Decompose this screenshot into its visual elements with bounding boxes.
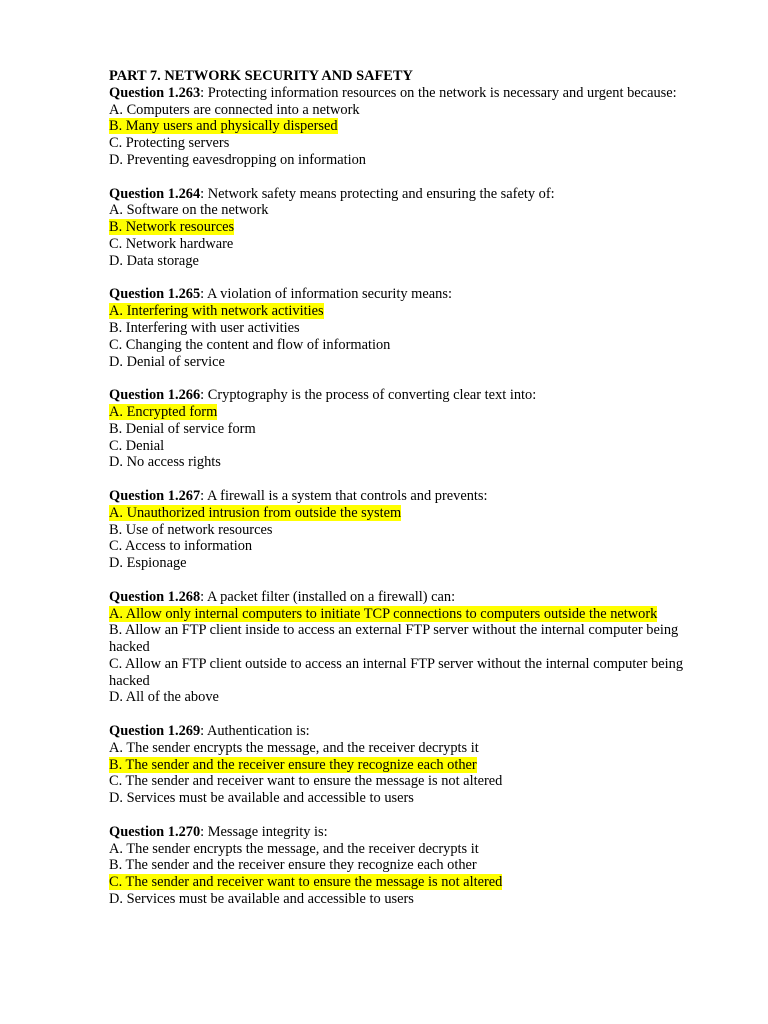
- option-b: B. Use of network resources: [109, 521, 273, 538]
- question-label: Question 1.268: [109, 588, 201, 605]
- question-label: Question 1.264: [109, 185, 201, 202]
- question-label: Question 1.267: [109, 487, 201, 504]
- page-title: PART 7. NETWORK SECURITY AND SAFETY: [109, 68, 413, 84]
- question-270: [109, 824, 709, 841]
- option-a: A. The sender encrypts the message, and the receiver decrypts it: [109, 739, 479, 756]
- question-267: [109, 488, 709, 505]
- option-c: C. Allow an FTP client outside to access an internal FTP server without the internal computer being hacked: [109, 655, 684, 689]
- question-label: Question 1.265: [109, 286, 201, 303]
- document-page: [109, 68, 709, 908]
- option-d: D. Espionage: [109, 555, 187, 572]
- option-b-answer: B. The sender and the receiver ensure they recognize each other: [109, 756, 477, 773]
- option-c: C. Denial: [109, 437, 165, 454]
- question-text: : A firewall is a system that controls and prevents:: [200, 487, 488, 504]
- question-text: : A violation of information security means:: [200, 286, 452, 303]
- option-c: C. Changing the content and flow of information: [109, 336, 391, 353]
- option-d: D. No access rights: [109, 454, 221, 471]
- option-c: C. Protecting servers: [109, 135, 230, 152]
- question-266: [109, 387, 709, 404]
- option-d: D. All of the above: [109, 689, 219, 706]
- question-268: [109, 589, 709, 606]
- question-text: : A packet filter (installed on a firewall) can:: [200, 588, 456, 605]
- option-c-answer: C. The sender and receiver want to ensure the message is not altered: [109, 874, 503, 891]
- option-a-answer: A. Interfering with network activities: [109, 303, 324, 320]
- question-264: [109, 186, 709, 203]
- question-text: : Network safety means protecting and ensuring the safety of:: [200, 185, 555, 202]
- question-label: Question 1.270: [109, 823, 201, 840]
- option-c: C. The sender and receiver want to ensure the message is not altered: [109, 773, 503, 790]
- option-a: A. Software on the network: [109, 202, 269, 219]
- option-c: C. Network hardware: [109, 235, 234, 252]
- option-a: A. Computers are connected into a network: [109, 101, 360, 118]
- option-d: D. Preventing eavesdropping on information: [109, 151, 366, 168]
- question-label: Question 1.263: [109, 84, 201, 101]
- option-b-answer: B. Many users and physically dispersed: [109, 118, 338, 135]
- question-269: [109, 723, 709, 740]
- option-b-answer: B. Network resources: [109, 219, 235, 236]
- option-a-answer: A. Unauthorized intrusion from outside the system: [109, 504, 402, 521]
- option-a-answer: A. Allow only internal computers to initiate TCP connections to computers outside the network: [109, 605, 658, 622]
- option-d: D. Services must be available and accessible to users: [109, 891, 414, 908]
- option-b: B. Interfering with user activities: [109, 319, 300, 336]
- question-text: : Authentication is:: [200, 723, 310, 740]
- question-text: : Protecting information resources on the network is necessary and urgent because:: [200, 84, 677, 101]
- option-b: B. The sender and the receiver ensure they recognize each other: [109, 857, 477, 874]
- question-label: Question 1.266: [109, 387, 201, 404]
- option-d: D. Services must be available and accessible to users: [109, 790, 414, 807]
- question-263: [109, 85, 709, 102]
- question-text: : Cryptography is the process of converting clear text into:: [200, 387, 537, 404]
- option-b: B. Denial of service form: [109, 420, 256, 437]
- option-b: B. Allow an FTP client inside to access an external FTP server without the internal computer being hacked: [109, 622, 679, 656]
- option-c: C. Access to information: [109, 538, 253, 555]
- option-a-answer: A. Encrypted form: [109, 403, 218, 420]
- option-d: D. Data storage: [109, 252, 199, 269]
- option-d: D. Denial of service: [109, 353, 225, 370]
- question-text: : Message integrity is:: [200, 823, 328, 840]
- question-265: [109, 286, 709, 303]
- question-label: Question 1.269: [109, 723, 201, 740]
- option-a: A. The sender encrypts the message, and the receiver decrypts it: [109, 840, 479, 857]
